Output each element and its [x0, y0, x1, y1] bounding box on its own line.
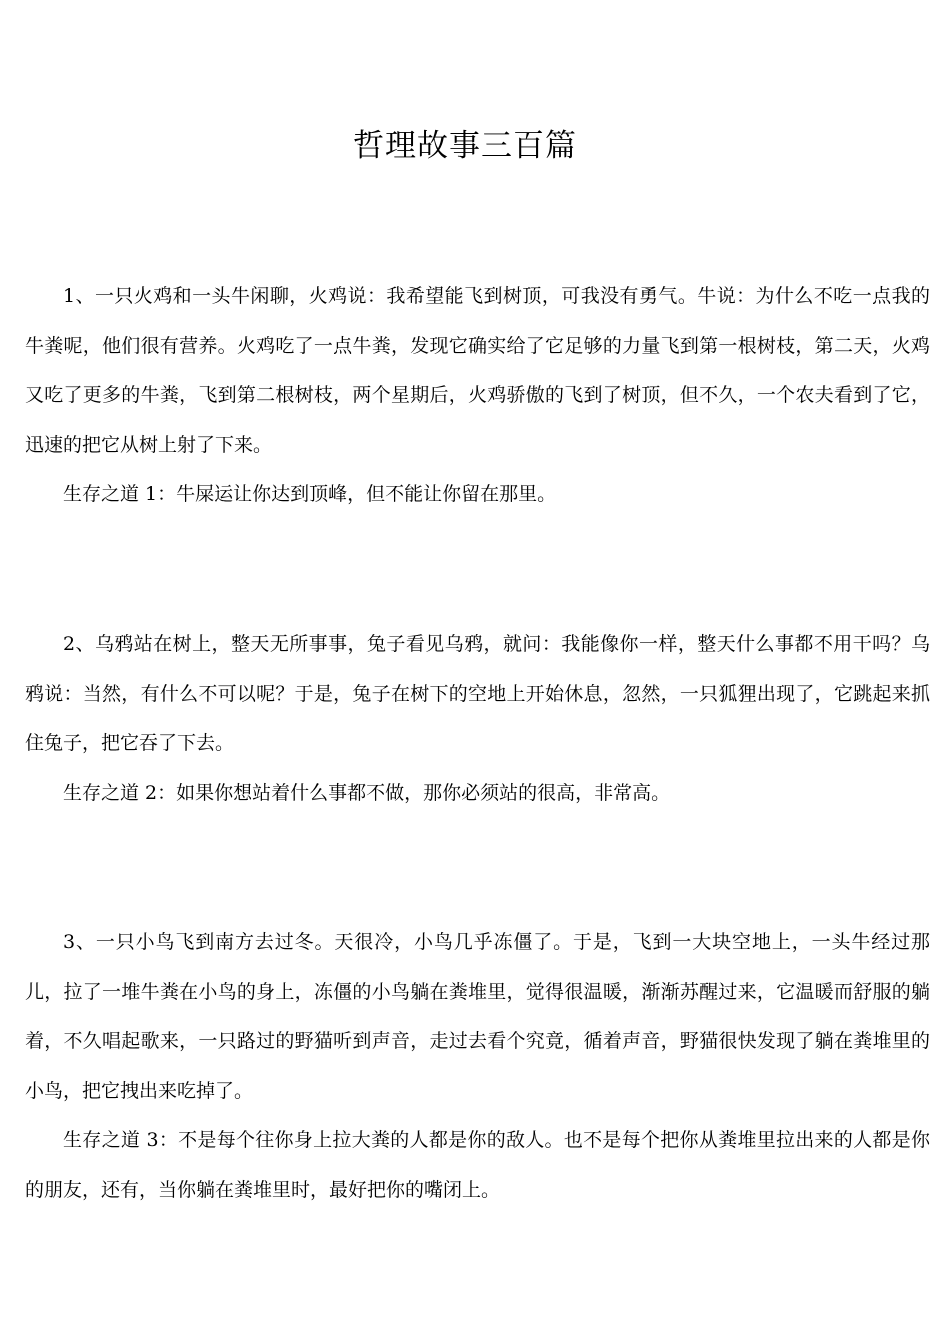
story-paragraph: 1、一只火鸡和一头牛闲聊，火鸡说：我希望能飞到树顶，可我没有勇气。牛说：为什么不吃一点我的牛粪呢，他们很有营养。火鸡吃了一点牛粪，发现它确实给了它足够的力量飞到第一根树枝，第二天，火鸡又吃了更多的牛粪，飞到第二根树枝，两个星期后，火鸡骄傲的飞到了树顶，但不久，一个农夫看到了它，迅速的把它从树上射了下来。 [25, 285, 930, 456]
page-title: 哲理故事三百篇 [353, 128, 577, 164]
story-moral: 生存之道 3：不是每个往你身上拉大粪的人都是你的敌人。也不是每个把你从粪堆里拉出来的人都是你的朋友，还有，当你躺在粪堆里时，最好把你的嘴闭上。 [25, 1129, 930, 1201]
story-paragraph: 2、乌鸦站在树上，整天无所事事，兔子看见乌鸦，就问：我能像你一样，整天什么事都不用干吗？乌鸦说：当然，有什么不可以呢？于是，兔子在树下的空地上开始休息，忽然，一只狐狸出现了，它跳起来抓住兔子，把它吞了下去。 [25, 633, 930, 754]
story-section-1 [25, 272, 930, 520]
story-section-2 [25, 620, 930, 818]
story-section-3 [25, 918, 930, 1215]
story-paragraph: 3、一只小鸟飞到南方去过冬。天很冷，小鸟几乎冻僵了。于是，飞到一大块空地上，一头牛经过那儿，拉了一堆牛粪在小鸟的身上，冻僵的小鸟躺在粪堆里，觉得很温暖，渐渐苏醒过来，它温暖而舒服的躺着，不久唱起歌来，一只路过的野猫听到声音，走过去看个究竟，循着声音，野猫很快发现了躺在粪堆里的小鸟，把它拽出来吃掉了。 [25, 931, 930, 1102]
story-moral: 生存之道 1：牛屎运让你达到顶峰，但不能让你留在那里。 [63, 483, 557, 505]
story-moral: 生存之道 2：如果你想站着什么事都不做，那你必须站的很高，非常高。 [63, 781, 671, 804]
